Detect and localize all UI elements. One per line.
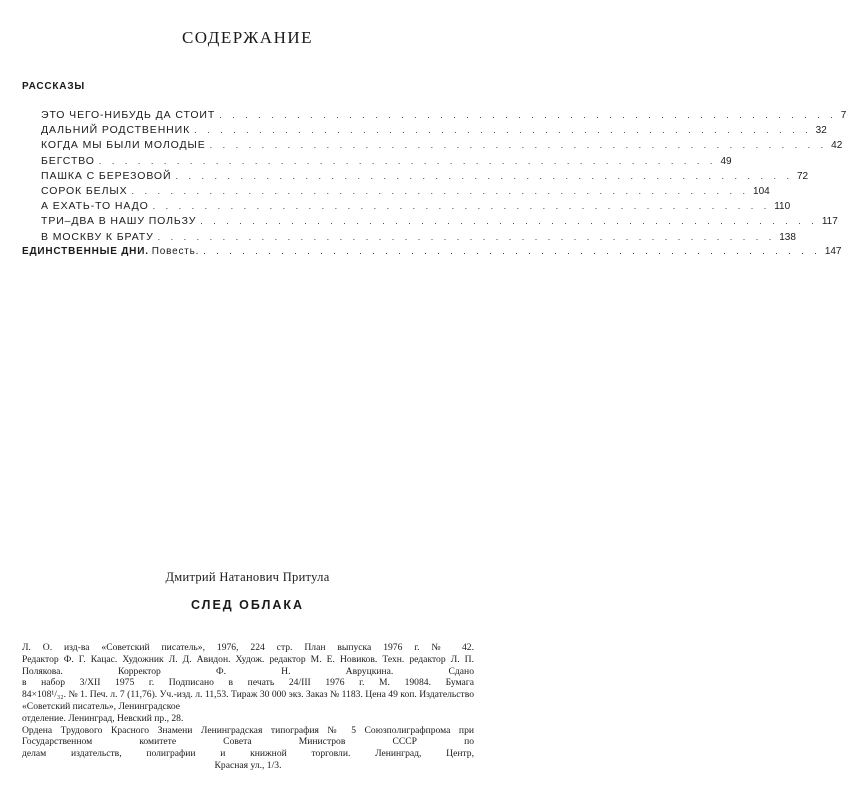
toc-entry — [41, 124, 827, 139]
toc-entry — [41, 109, 846, 124]
toc-leader-dots: . . . . . . . . . . . . . . . . . . . . . . . . . . . . . . . . . . . . . . . . . . . . . . . . — [157, 231, 776, 242]
toc-entry-title: КОГДА МЫ БЫЛИ МОЛОДЫЕ — [41, 139, 206, 152]
toc-leader-dots: . . . . . . . . . . . . . . . . . . . . . . . . . . . . . . . . . . . . . . . . . . . . . . . . — [98, 155, 717, 166]
book-title: СЛЕД ОБЛАКА — [190, 598, 305, 612]
imprint-line: 84×108¹/₃₂. № 1. Печ. л. 7 (11,76). Уч.-изд. л. 11,53. Тираж 30 000 экз. Заказ № 1183. Цена 49 коп. Издательство «Советский писатель», Ленинградское — [22, 689, 474, 712]
toc-entry-page: 7 — [840, 110, 846, 121]
imprint-line: Редактор Ф. Г. Кацас. Художник Л. Д. Авидон. Худож. редактор М. Е. Новиков. Техн. редактор Л. П. Полякова. Корректор Ф. Н. Авруцкина. Сдано — [22, 653, 474, 677]
toc-leader-dots: . . . . . . . . . . . . . . . . . . . . . . . . . . . . . . . . . . . . . . . . . . . . . . . . — [219, 110, 837, 120]
imprint-line: делам издательств, полиграфии и книжной торговли. Ленинград, Центр, — [22, 748, 474, 760]
toc-leader-dots: . . . . . . . . . . . . . . . . . . . . . . . . . . . . . . . . . . . . . . . . . . . . . . . . — [200, 216, 818, 227]
toc-entry-title: ПАШКА С БЕРЕЗОВОЙ — [41, 169, 172, 182]
toc-entry-page: 49 — [720, 155, 732, 167]
toc-entry-page: 32 — [815, 125, 827, 137]
toc-leader-dots: . . . . . . . . . . . . . . . . . . . . . . . . . . . . . . . . . . . . . . . . . . . . . . . . — [152, 201, 771, 212]
toc-entry-title: ЭТО ЧЕГО-НИБУДЬ ДА СТОИТ — [41, 109, 216, 121]
toc-entry-page: 117 — [821, 216, 838, 228]
toc-entry — [41, 215, 838, 230]
contents-title: СОДЕРЖАНИЕ — [181, 28, 314, 47]
toc-entry — [41, 139, 843, 154]
toc-leader-dots: . . . . . . . . . . . . . . . . . . . . . . . . . . . . . . . . . . . . . . . . . . . . . . . . — [209, 140, 828, 151]
imprint-line: Ордена Трудового Красного Знамени Ленинградская типография № 5 Союзполиграфпрома при Государственном комитете Совета Министров СССР по — [22, 724, 474, 748]
toc-entry-page: 104 — [753, 185, 770, 197]
toc-entry — [41, 169, 809, 185]
imprint-line: отделение. Ленинград, Невский пр., 28. — [22, 712, 184, 724]
toc-entry-title: ТРИ–ДВА В НАШУ ПОЛЬЗУ — [41, 215, 197, 228]
toc-entry-title: А ЕХАТЬ-ТО НАДО — [41, 200, 149, 213]
toc-entry — [41, 154, 732, 170]
toc-leader-dots: . . . . . . . . . . . . . . . . . . . . . . . . . . . . . . . . . . . . . . . . . . . . . . . . — [203, 246, 821, 256]
imprint-line: Л. О. изд-ва «Советский писатель», 1976, 224 стр. План выпуска 1976 г. № 42. — [22, 642, 474, 653]
novella-page: 147 — [824, 246, 842, 257]
novella-genre: Повесть. — [151, 246, 200, 257]
toc-entry-page: 110 — [774, 201, 791, 213]
toc-entry-page: 42 — [831, 140, 843, 152]
toc-entry-title: СОРОК БЕЛЫХ — [41, 184, 128, 197]
author-name: Дмитрий Натанович Притула — [165, 570, 330, 584]
toc-leader-dots: . . . . . . . . . . . . . . . . . . . . . . . . . . . . . . . . . . . . . . . . . . . . . . . . — [194, 125, 812, 136]
toc-leader-dots: . . . . . . . . . . . . . . . . . . . . . . . . . . . . . . . . . . . . . . . . . . . . . . . . — [131, 185, 750, 196]
toc-entry-title: БЕГСТВО — [41, 154, 95, 167]
toc-entry-novella — [22, 246, 842, 257]
section-label-stories: РАССКАЗЫ — [22, 81, 85, 92]
toc-leader-dots: . . . . . . . . . . . . . . . . . . . . . . . . . . . . . . . . . . . . . . . . . . . . . . . . — [175, 170, 793, 181]
toc-story-list — [41, 109, 846, 246]
imprint-line: в набор 3/XII 1975 г. Подписано в печать 24/III 1976 г. М. 19084. Бумага — [22, 677, 474, 689]
toc-entry-page: 72 — [797, 170, 809, 182]
imprint-line: Красная ул., 1/3. — [214, 759, 282, 771]
toc-entry-title: В МОСКВУ К БРАТУ — [41, 230, 154, 243]
toc-entry-page: 138 — [779, 231, 796, 243]
toc-entry — [41, 184, 770, 200]
toc-entry — [41, 230, 796, 246]
imprint-block — [22, 642, 474, 772]
novella-title: ЕДИНСТВЕННЫЕ ДНИ. — [22, 246, 149, 257]
toc-entry — [41, 200, 791, 215]
toc-entry-title: ДАЛЬНИЙ РОДСТВЕННИК — [41, 124, 191, 137]
